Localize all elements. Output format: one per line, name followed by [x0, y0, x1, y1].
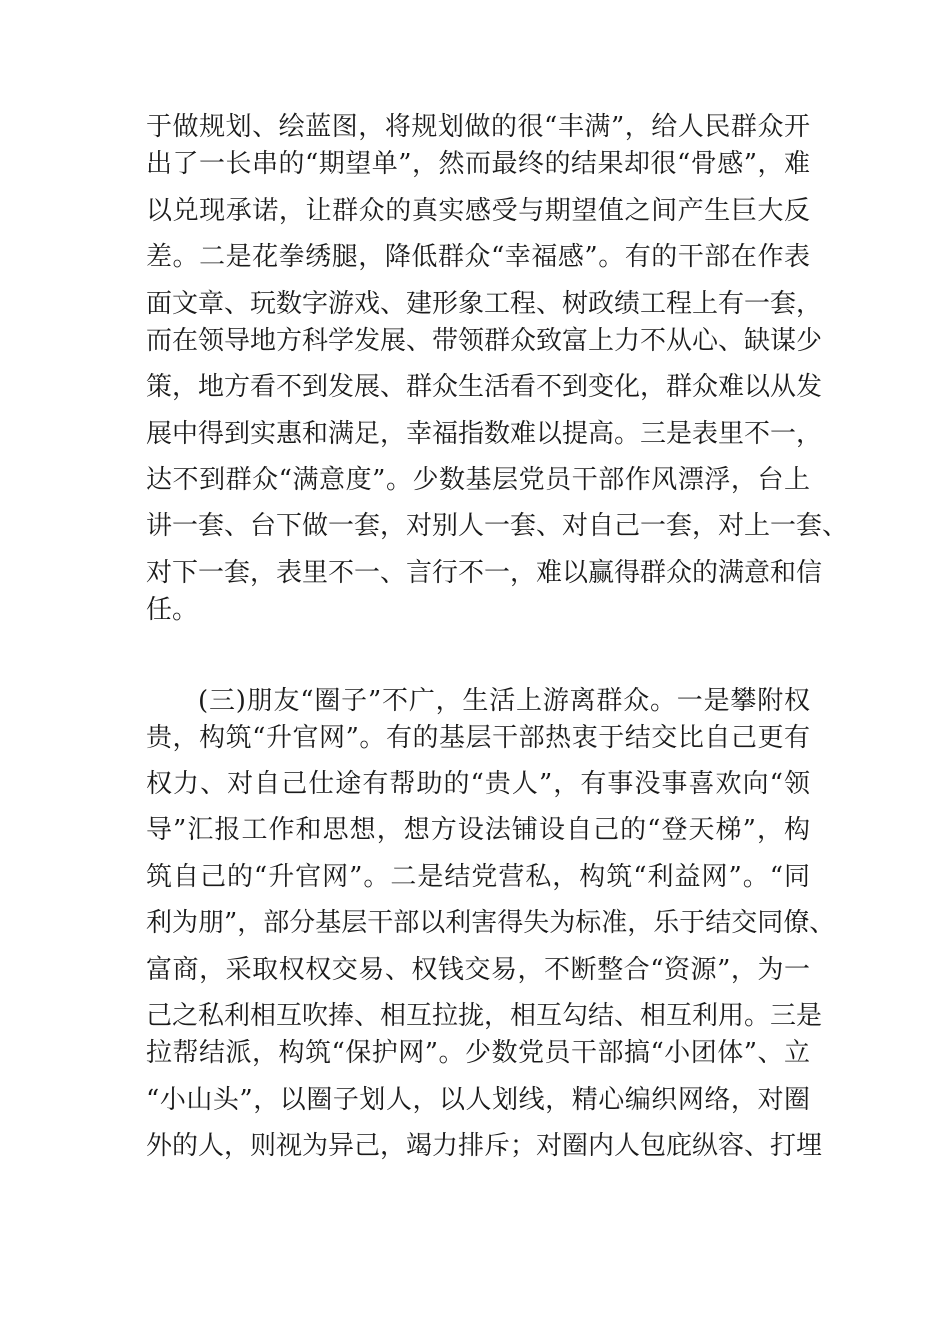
text-line: (三)朋友“圈子”不广，生活上游离群众。一是攀附权	[198, 686, 810, 716]
text-line: 策，地方看不到发展、群众生活看不到变化，群众难以从发	[146, 372, 823, 402]
text-line: 达不到群众“满意度”。少数基层党员干部作风漂浮，台上	[146, 465, 810, 495]
text-line: 而在领导地方科学发展、带领群众致富上力不从心、缺谋少	[146, 326, 823, 356]
text-line: 权力、对自己仕途有帮助的“贵人”，有事没事喜欢向“领	[146, 769, 810, 799]
text-line: “小山头”，以圈子划人，以人划线，精心编织网络，对圈	[146, 1085, 810, 1115]
text-line: 任。	[146, 595, 199, 625]
text-line: 差。二是花拳绣腿，降低群众“幸福感”。有的干部在作表	[146, 242, 810, 272]
text-line: 展中得到实惠和满足，幸福指数难以提高。三是表里不一，	[146, 419, 823, 449]
text-line: 于做规划、绘蓝图，将规划做的很“丰满”，给人民群众开	[146, 112, 810, 142]
text-line: 筑自己的“升官网”。二是结党营私，构筑“利益网”。“同	[146, 862, 810, 892]
text-line: 己之私利相互吹捧、相互拉拢，相互勾结、相互利用。三是	[146, 1001, 823, 1031]
text-line: 拉帮结派，构筑“保护网”。少数党员干部搞“小团体”、立	[146, 1038, 810, 1068]
text-line: 对下一套，表里不一、言行不一，难以赢得群众的满意和信	[146, 558, 823, 588]
text-line: 导”汇报工作和思想，想方设法铺设自己的“登天梯”，构	[146, 815, 810, 845]
text-line: 富商，采取权权交易、权钱交易，不断整合“资源”，为一	[146, 955, 810, 985]
text-line: 贵，构筑“升官网”。有的基层干部热衷于结交比自己更有	[146, 723, 810, 753]
text-line: 出了一长串的“期望单”，然而最终的结果却很“骨感”，难	[146, 149, 810, 179]
text-line: 以兑现承诺，让群众的真实感受与期望值之间产生巨大反	[146, 196, 810, 226]
text-line: 面文章、玩数字游戏、建形象工程、树政绩工程上有一套，	[146, 289, 823, 319]
text-line: 外的人，则视为异己，竭力排斥；对圈内人包庇纵容、打埋	[146, 1131, 823, 1161]
text-line: 利为朋”，部分基层干部以利害得失为标准，乐于结交同僚、	[146, 908, 836, 938]
text-line: 讲一套、台下做一套，对别人一套、对自己一套，对上一套、	[146, 511, 849, 541]
